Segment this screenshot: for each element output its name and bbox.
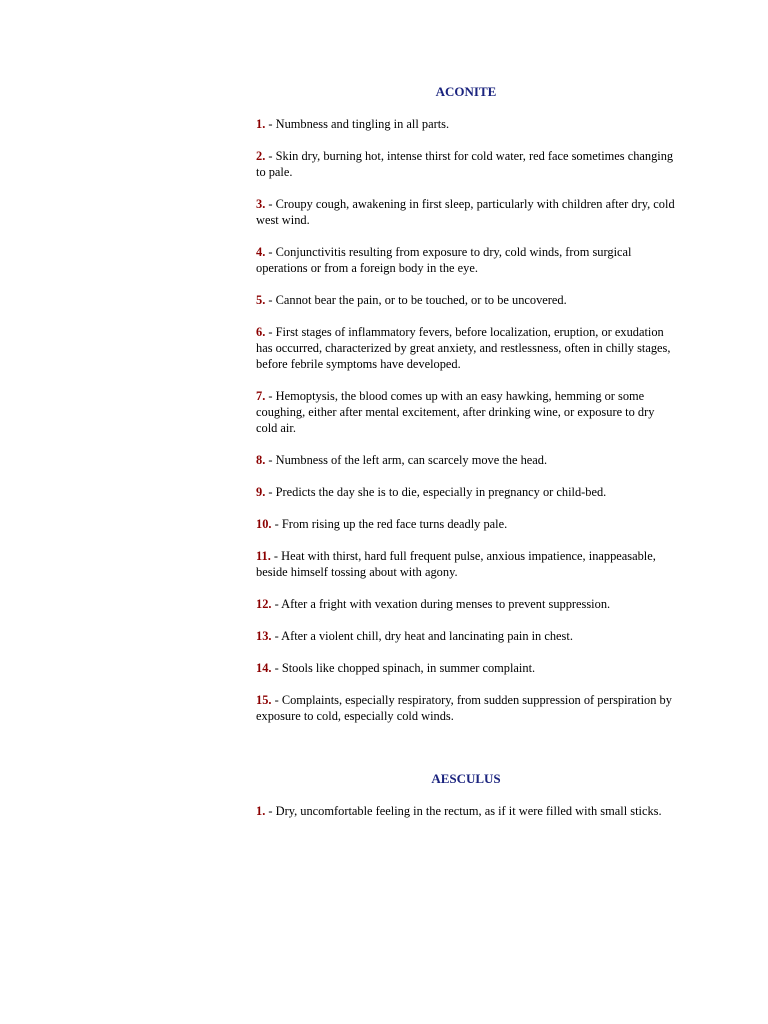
entry-item	[256, 692, 676, 724]
entry-text: - Conjunctivitis resulting from exposure to dry, cold winds, from surgical operations or from a foreign body in the eye.	[256, 245, 632, 275]
entry-text: - First stages of inflammatory fevers, before localization, eruption, or exudation has occurred, characterized by great anxiety, and restlessness, often in chilly stages, before febrile symptoms have developed.	[256, 325, 671, 371]
entry-text: - Stools like chopped spinach, in summer complaint.	[271, 661, 536, 675]
entry-number: 1.	[256, 804, 266, 818]
entry-text: - Numbness and tingling in all parts.	[265, 117, 450, 131]
entry-number: 7.	[256, 389, 266, 403]
entry-list	[256, 803, 676, 819]
entry-item	[256, 596, 676, 612]
entry-number: 13.	[256, 629, 272, 643]
entry-text: - After a fright with vexation during menses to prevent suppression.	[271, 597, 611, 611]
entry-text: - After a violent chill, dry heat and lancinating pain in chest.	[271, 629, 573, 643]
entry-item	[256, 148, 676, 180]
entry-text: - Numbness of the left arm, can scarcely move the head.	[265, 453, 548, 467]
entry-number: 12.	[256, 597, 272, 611]
entry-item	[256, 452, 676, 468]
section-aconite	[256, 84, 676, 724]
entry-item	[256, 196, 676, 228]
entry-item	[256, 516, 676, 532]
entry-item	[256, 116, 676, 132]
entry-number: 15.	[256, 693, 272, 707]
entry-text: - Complaints, especially respiratory, from sudden suppression of perspiration by exposure to cold, especially cold winds.	[256, 693, 672, 723]
entry-text: - Croupy cough, awakening in first sleep, particularly with children after dry, cold west wind.	[256, 197, 675, 227]
entry-item	[256, 388, 676, 436]
entry-text: - Skin dry, burning hot, intense thirst for cold water, red face sometimes changing to pale.	[256, 149, 674, 179]
entry-text: - Heat with thirst, hard full frequent pulse, anxious impatience, inappeasable, beside himself tossing about with agony.	[256, 549, 656, 579]
entry-text: - From rising up the red face turns deadly pale.	[271, 517, 508, 531]
entry-list	[256, 116, 676, 724]
entry-number: 8.	[256, 453, 266, 467]
entry-text: - Hemoptysis, the blood comes up with an easy hawking, hemming or some coughing, either after mental excitement, after drinking wine, or exposure to dry cold air.	[256, 389, 655, 435]
entry-number: 2.	[256, 149, 266, 163]
entry-number: 1.	[256, 117, 266, 131]
entry-number: 11.	[256, 549, 271, 563]
entry-item	[256, 292, 676, 308]
entry-item	[256, 660, 676, 676]
entry-text: - Cannot bear the pain, or to be touched, or to be uncovered.	[265, 293, 567, 307]
entry-number: 3.	[256, 197, 266, 211]
entry-item	[256, 628, 676, 644]
entry-number: 9.	[256, 485, 266, 499]
entry-item	[256, 484, 676, 500]
entry-text: - Predicts the day she is to die, especially in pregnancy or child-bed.	[265, 485, 607, 499]
document-page	[256, 84, 676, 835]
entry-number: 6.	[256, 325, 266, 339]
entry-number: 14.	[256, 661, 272, 675]
section-aesculus	[256, 771, 676, 819]
entry-number: 5.	[256, 293, 266, 307]
entry-number: 4.	[256, 245, 266, 259]
entry-number: 10.	[256, 517, 272, 531]
entry-item	[256, 548, 676, 580]
entry-item	[256, 803, 676, 819]
entry-text: - Dry, uncomfortable feeling in the rectum, as if it were filled with small sticks.	[265, 804, 662, 818]
entry-item	[256, 244, 676, 276]
entry-item	[256, 324, 676, 372]
section-title: AESCULUS	[431, 771, 501, 786]
section-title: ACONITE	[435, 84, 497, 99]
